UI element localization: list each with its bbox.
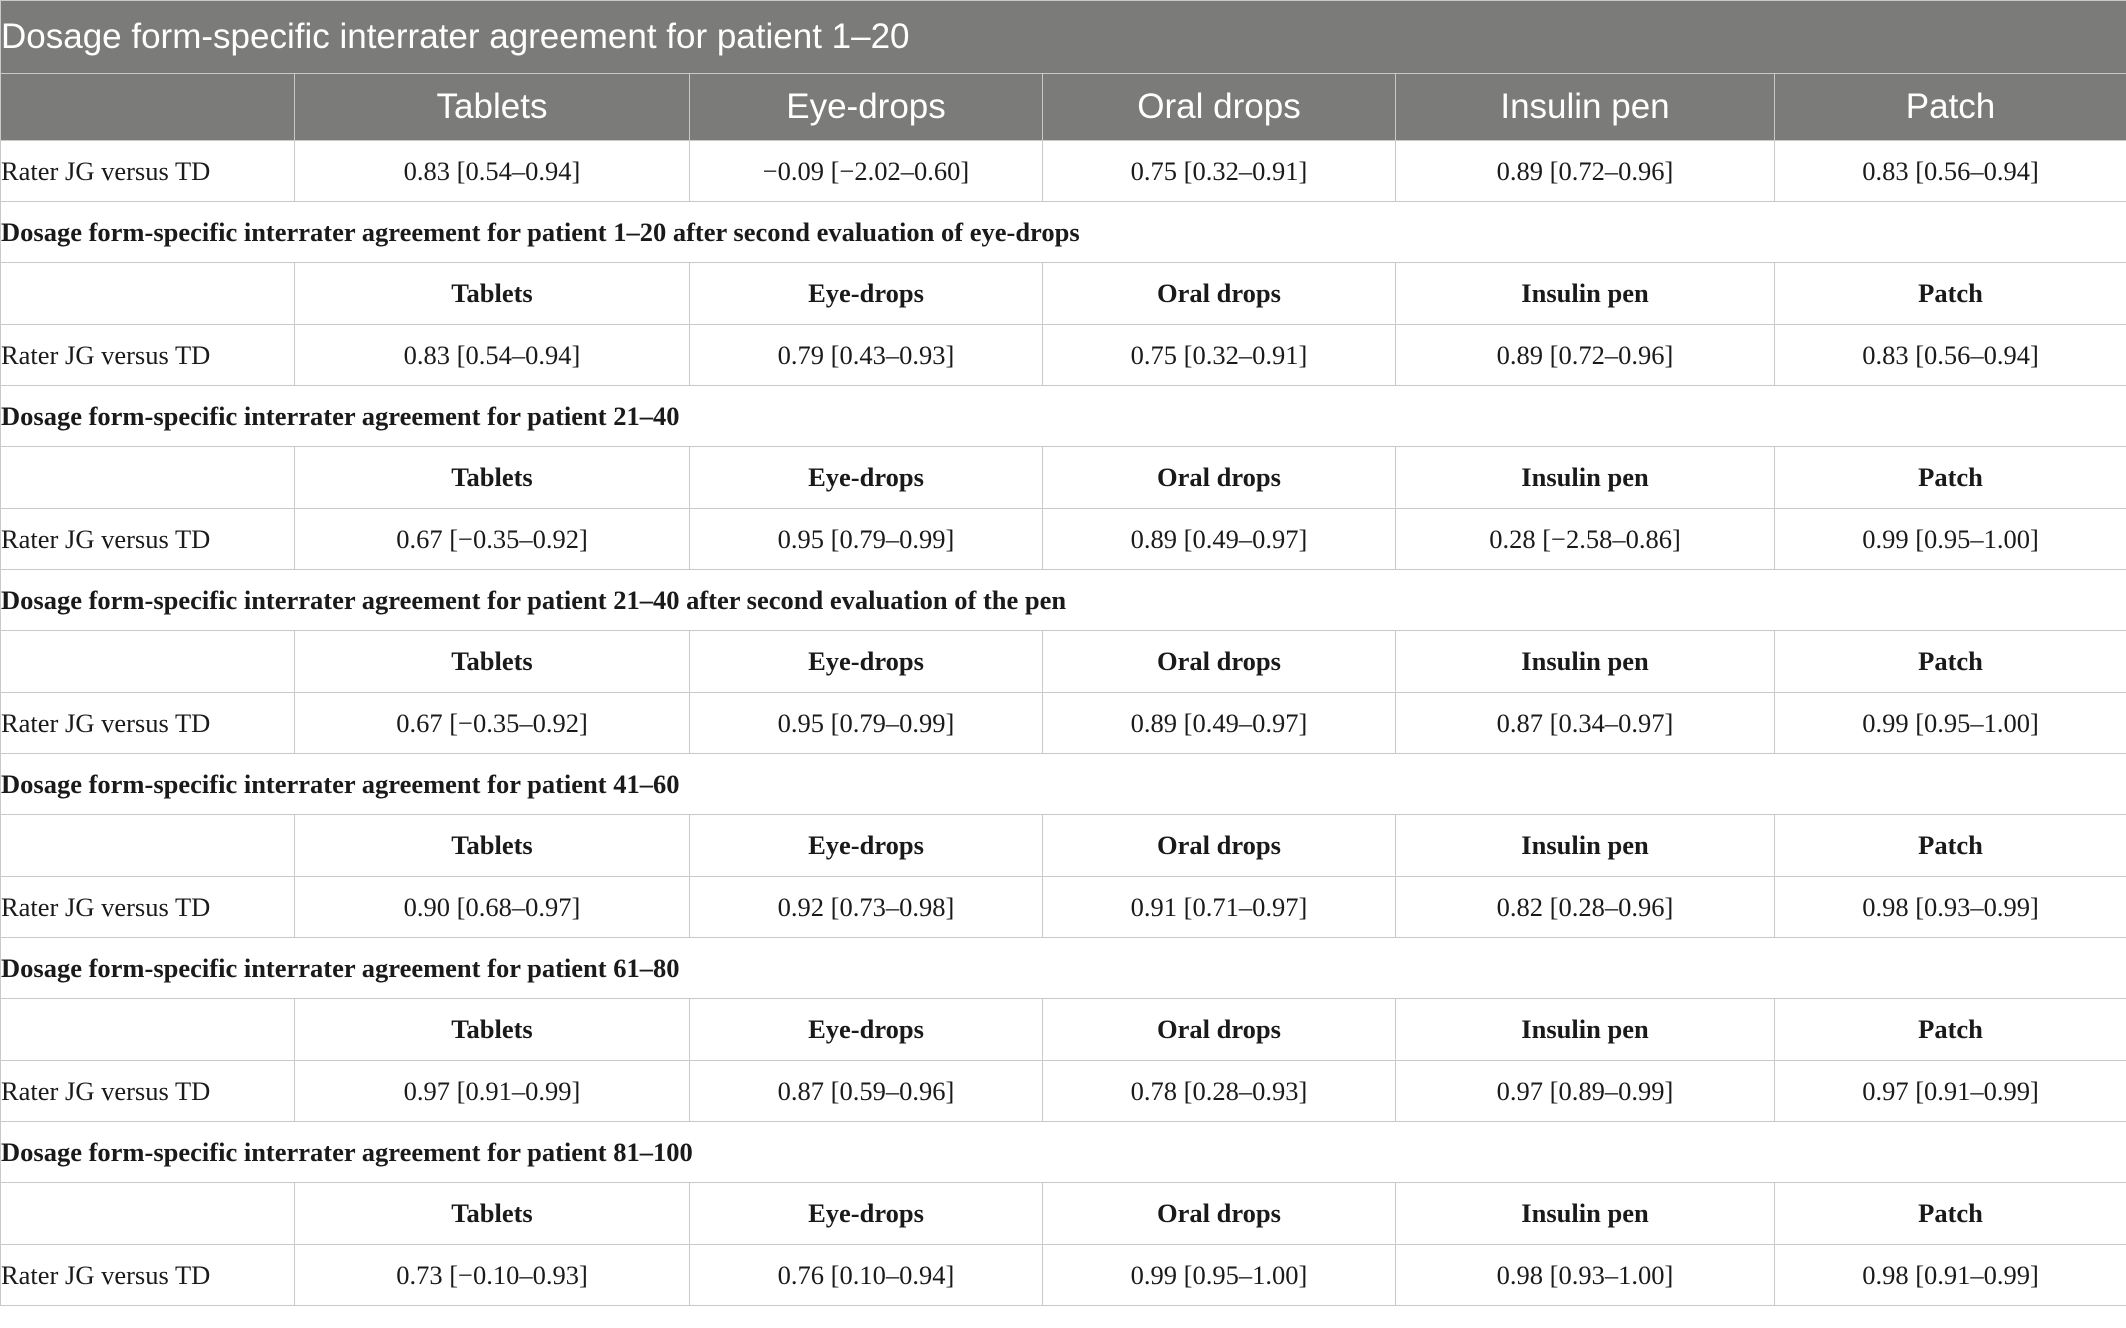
section-title-row bbox=[1, 938, 2126, 999]
section-title: Dosage form-specific interrater agreement for patient 41–60 bbox=[1, 754, 2126, 815]
column-header-empty bbox=[1, 447, 295, 509]
cell-eye-drops: 0.76 [0.10–0.94] bbox=[690, 1245, 1043, 1306]
table-body bbox=[1, 1, 2126, 1306]
column-header-insulin-pen: Insulin pen bbox=[1396, 447, 1775, 509]
column-header-patch: Patch bbox=[1775, 815, 2126, 877]
cell-eye-drops: 0.79 [0.43–0.93] bbox=[690, 325, 1043, 386]
column-header-eye-drops: Eye-drops bbox=[690, 74, 1043, 141]
column-header-insulin-pen: Insulin pen bbox=[1396, 999, 1775, 1061]
column-header-tablets: Tablets bbox=[295, 999, 690, 1061]
cell-insulin-pen: 0.89 [0.72–0.96] bbox=[1396, 141, 1775, 202]
column-header-tablets: Tablets bbox=[295, 447, 690, 509]
table-row bbox=[1, 325, 2126, 386]
column-header-eye-drops: Eye-drops bbox=[690, 447, 1043, 509]
cell-tablets: 0.83 [0.54–0.94] bbox=[295, 325, 690, 386]
column-header-insulin-pen: Insulin pen bbox=[1396, 631, 1775, 693]
column-header-tablets: Tablets bbox=[295, 631, 690, 693]
column-header-oral-drops: Oral drops bbox=[1043, 999, 1396, 1061]
column-header-insulin-pen: Insulin pen bbox=[1396, 263, 1775, 325]
row-label: Rater JG versus TD bbox=[1, 877, 295, 938]
column-header-insulin-pen: Insulin pen bbox=[1396, 1183, 1775, 1245]
table-row bbox=[1, 141, 2126, 202]
cell-tablets: 0.67 [−0.35–0.92] bbox=[295, 509, 690, 570]
section-title: Dosage form-specific interrater agreement for patient 1–20 after second evaluation of eye-drops bbox=[1, 202, 2126, 263]
section-column-header-row bbox=[1, 815, 2126, 877]
row-label: Rater JG versus TD bbox=[1, 1061, 295, 1122]
cell-eye-drops: 0.87 [0.59–0.96] bbox=[690, 1061, 1043, 1122]
column-header-patch: Patch bbox=[1775, 263, 2126, 325]
section-title: Dosage form-specific interrater agreement for patient 21–40 bbox=[1, 386, 2126, 447]
cell-oral-drops: 0.91 [0.71–0.97] bbox=[1043, 877, 1396, 938]
cell-oral-drops: 0.99 [0.95–1.00] bbox=[1043, 1245, 1396, 1306]
cell-eye-drops: 0.92 [0.73–0.98] bbox=[690, 877, 1043, 938]
column-header-oral-drops: Oral drops bbox=[1043, 263, 1396, 325]
column-header-empty bbox=[1, 999, 295, 1061]
cell-insulin-pen: 0.28 [−2.58–0.86] bbox=[1396, 509, 1775, 570]
column-header-patch: Patch bbox=[1775, 74, 2126, 141]
cell-eye-drops: 0.95 [0.79–0.99] bbox=[690, 693, 1043, 754]
column-header-eye-drops: Eye-drops bbox=[690, 263, 1043, 325]
column-header-row bbox=[1, 74, 2126, 141]
cell-oral-drops: 0.89 [0.49–0.97] bbox=[1043, 693, 1396, 754]
column-header-oral-drops: Oral drops bbox=[1043, 447, 1396, 509]
cell-patch: 0.99 [0.95–1.00] bbox=[1775, 693, 2126, 754]
section-title-row bbox=[1, 754, 2126, 815]
section-column-header-row bbox=[1, 1183, 2126, 1245]
cell-tablets: 0.73 [−0.10–0.93] bbox=[295, 1245, 690, 1306]
table-row bbox=[1, 509, 2126, 570]
column-header-oral-drops: Oral drops bbox=[1043, 74, 1396, 141]
cell-patch: 0.98 [0.91–0.99] bbox=[1775, 1245, 2126, 1306]
section-title: Dosage form-specific interrater agreement for patient 81–100 bbox=[1, 1122, 2126, 1183]
table-title: Dosage form-specific interrater agreement for patient 1–20 bbox=[1, 1, 2126, 74]
column-header-empty bbox=[1, 263, 295, 325]
column-header-empty bbox=[1, 74, 295, 141]
column-header-eye-drops: Eye-drops bbox=[690, 999, 1043, 1061]
cell-tablets: 0.83 [0.54–0.94] bbox=[295, 141, 690, 202]
column-header-tablets: Tablets bbox=[295, 815, 690, 877]
column-header-insulin-pen: Insulin pen bbox=[1396, 74, 1775, 141]
cell-insulin-pen: 0.82 [0.28–0.96] bbox=[1396, 877, 1775, 938]
cell-eye-drops: 0.95 [0.79–0.99] bbox=[690, 509, 1043, 570]
column-header-oral-drops: Oral drops bbox=[1043, 631, 1396, 693]
table-row bbox=[1, 1061, 2126, 1122]
cell-patch: 0.97 [0.91–0.99] bbox=[1775, 1061, 2126, 1122]
column-header-empty bbox=[1, 815, 295, 877]
section-column-header-row bbox=[1, 631, 2126, 693]
cell-insulin-pen: 0.89 [0.72–0.96] bbox=[1396, 325, 1775, 386]
cell-tablets: 0.90 [0.68–0.97] bbox=[295, 877, 690, 938]
row-label: Rater JG versus TD bbox=[1, 141, 295, 202]
cell-insulin-pen: 0.87 [0.34–0.97] bbox=[1396, 693, 1775, 754]
table-row bbox=[1, 693, 2126, 754]
column-header-eye-drops: Eye-drops bbox=[690, 631, 1043, 693]
column-header-patch: Patch bbox=[1775, 447, 2126, 509]
cell-patch: 0.98 [0.93–0.99] bbox=[1775, 877, 2126, 938]
table-row bbox=[1, 877, 2126, 938]
column-header-eye-drops: Eye-drops bbox=[690, 1183, 1043, 1245]
section-column-header-row bbox=[1, 263, 2126, 325]
column-header-insulin-pen: Insulin pen bbox=[1396, 815, 1775, 877]
table-row bbox=[1, 1245, 2126, 1306]
section-column-header-row bbox=[1, 999, 2126, 1061]
column-header-patch: Patch bbox=[1775, 631, 2126, 693]
cell-oral-drops: 0.78 [0.28–0.93] bbox=[1043, 1061, 1396, 1122]
section-title-row bbox=[1, 202, 2126, 263]
section-title: Dosage form-specific interrater agreement for patient 21–40 after second evaluation of the pen bbox=[1, 570, 2126, 631]
cell-insulin-pen: 0.97 [0.89–0.99] bbox=[1396, 1061, 1775, 1122]
row-label: Rater JG versus TD bbox=[1, 693, 295, 754]
column-header-oral-drops: Oral drops bbox=[1043, 1183, 1396, 1245]
table-title-row bbox=[1, 1, 2126, 74]
cell-oral-drops: 0.75 [0.32–0.91] bbox=[1043, 325, 1396, 386]
cell-patch: 0.99 [0.95–1.00] bbox=[1775, 509, 2126, 570]
row-label: Rater JG versus TD bbox=[1, 325, 295, 386]
section-title-row bbox=[1, 1122, 2126, 1183]
cell-patch: 0.83 [0.56–0.94] bbox=[1775, 325, 2126, 386]
cell-oral-drops: 0.75 [0.32–0.91] bbox=[1043, 141, 1396, 202]
row-label: Rater JG versus TD bbox=[1, 509, 295, 570]
column-header-tablets: Tablets bbox=[295, 263, 690, 325]
cell-patch: 0.83 [0.56–0.94] bbox=[1775, 141, 2126, 202]
cell-insulin-pen: 0.98 [0.93–1.00] bbox=[1396, 1245, 1775, 1306]
cell-tablets: 0.67 [−0.35–0.92] bbox=[295, 693, 690, 754]
column-header-eye-drops: Eye-drops bbox=[690, 815, 1043, 877]
column-header-tablets: Tablets bbox=[295, 1183, 690, 1245]
cell-tablets: 0.97 [0.91–0.99] bbox=[295, 1061, 690, 1122]
row-label: Rater JG versus TD bbox=[1, 1245, 295, 1306]
column-header-empty bbox=[1, 1183, 295, 1245]
section-title-row bbox=[1, 386, 2126, 447]
column-header-patch: Patch bbox=[1775, 999, 2126, 1061]
column-header-oral-drops: Oral drops bbox=[1043, 815, 1396, 877]
cell-oral-drops: 0.89 [0.49–0.97] bbox=[1043, 509, 1396, 570]
column-header-empty bbox=[1, 631, 295, 693]
column-header-patch: Patch bbox=[1775, 1183, 2126, 1245]
section-title-row bbox=[1, 570, 2126, 631]
cell-eye-drops: −0.09 [−2.02–0.60] bbox=[690, 141, 1043, 202]
section-title: Dosage form-specific interrater agreement for patient 61–80 bbox=[1, 938, 2126, 999]
column-header-tablets: Tablets bbox=[295, 74, 690, 141]
section-column-header-row bbox=[1, 447, 2126, 509]
